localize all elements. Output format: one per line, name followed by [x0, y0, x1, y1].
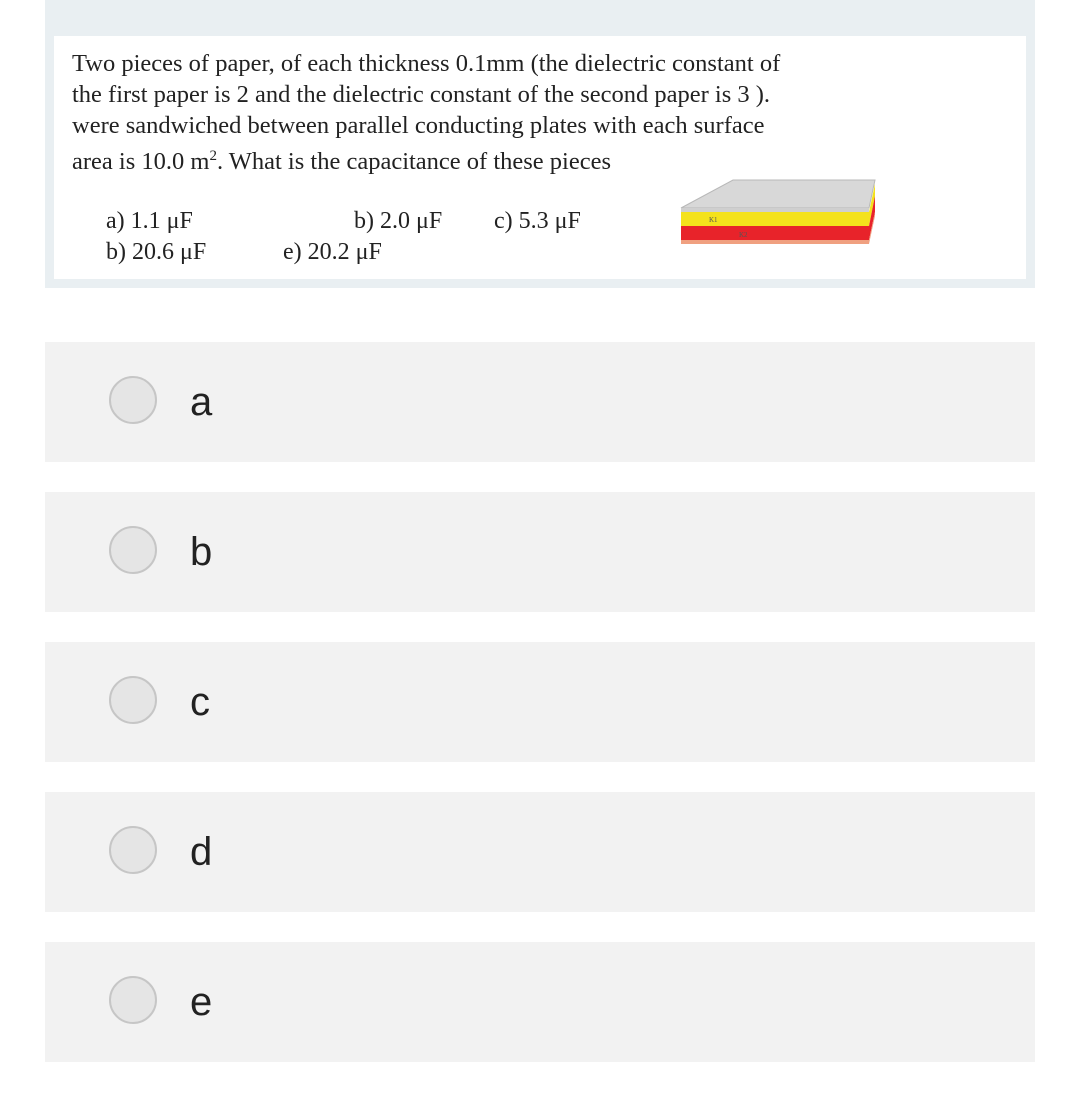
option-text-c: c) 5.3 μF	[494, 208, 581, 234]
question-line-1: Two pieces of paper, of each thickness 0.1mm (the dielectric constant of	[72, 50, 781, 77]
answer-option-a[interactable]	[45, 342, 1035, 462]
answer-label-d: d	[190, 830, 213, 874]
option-text-b-second: b) 20.6 μF	[106, 239, 207, 265]
question-line-2: the first paper is 2 and the dielectric constant of the second paper is 3 ).	[72, 81, 771, 108]
radio-button-d[interactable]	[109, 826, 157, 874]
top-plate-edge	[681, 208, 869, 212]
option-text-a: a) 1.1 μF	[106, 208, 193, 234]
answer-label-e: e	[190, 980, 213, 1024]
question-line-3: were sandwiched between parallel conducting plates with each surface	[72, 112, 765, 139]
question-line-4-end: . What is the capacitance of these pieces	[216, 148, 612, 176]
question-line-4	[72, 148, 611, 175]
top-plate	[681, 180, 875, 208]
radio-button-b[interactable]	[109, 526, 157, 574]
answer-label-c: c	[190, 680, 210, 724]
question-card	[45, 0, 1035, 288]
option-text-e: e) 20.2 μF	[283, 239, 382, 265]
answer-label-a: a	[190, 380, 213, 424]
superscript: 2	[209, 148, 217, 164]
answer-option-c[interactable]	[45, 642, 1035, 762]
capacitor-diagram	[679, 174, 879, 259]
radio-button-a[interactable]	[109, 376, 157, 424]
k2-label: K2	[739, 231, 748, 239]
option-text-b: b) 2.0 μF	[354, 208, 443, 234]
answer-option-b[interactable]	[45, 492, 1035, 612]
question-line-4-text: area is 10.0 m	[72, 148, 210, 176]
k1-label: K1	[709, 216, 718, 224]
radio-button-c[interactable]	[109, 676, 157, 724]
radio-button-e[interactable]	[109, 976, 157, 1024]
answer-option-e[interactable]	[45, 942, 1035, 1062]
answer-label-b: b	[190, 530, 213, 574]
question-text	[72, 48, 902, 177]
question-image	[54, 36, 1026, 279]
answer-option-d[interactable]	[45, 792, 1035, 912]
